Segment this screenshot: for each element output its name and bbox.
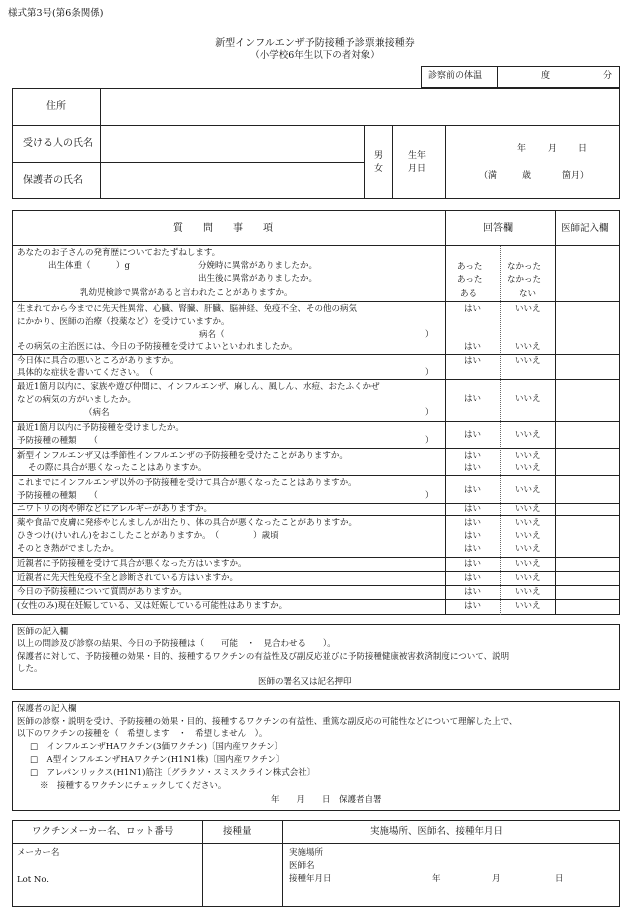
- male-label: 男: [374, 151, 384, 161]
- q5-line2: 予防接種の種類 （: [17, 436, 98, 446]
- vaccine-note: ※ 接種するワクチンにチェックしてください。: [40, 781, 227, 791]
- q3-answer-yes[interactable]: はい: [464, 356, 482, 366]
- q6-answer-yes[interactable]: はい: [464, 451, 482, 461]
- doctor-name-label: 医師名: [289, 861, 315, 871]
- q13-line1: (女性のみ)現在妊娠している、又は妊娠している可能性はありますか。: [17, 601, 288, 611]
- guardian-heading: 保護者の記入欄: [17, 704, 77, 714]
- page-subtitle: （小学校6年生以下の者対象）: [250, 50, 380, 61]
- q1-answer-no[interactable]: なかった: [507, 275, 542, 285]
- q12-line1: 今日の予防接種について質問がありますか。: [17, 587, 187, 597]
- vaccine-option-1[interactable]: □ インフルエンザHAワクチン(3価ワクチン)〔国内産ワクチン〕: [30, 742, 284, 752]
- q8-line1: ニワトリの肉や卵などにアレルギーがありますか。: [17, 504, 212, 514]
- q11-answer-yes[interactable]: はい: [464, 573, 482, 583]
- q2-line4: その病気の主治医には、今日の予防接種を受けてよいといわれましたか。: [17, 342, 298, 352]
- q13-answer-no[interactable]: いいえ: [515, 601, 541, 611]
- q1-postnatal: 出生後に異常がありましたか。: [198, 274, 318, 284]
- q2-answer-no[interactable]: いいえ: [515, 304, 541, 314]
- year-label: 年: [432, 874, 441, 884]
- form-number: 様式第3号(第6条関係): [8, 8, 104, 19]
- q9b-answer-no[interactable]: いいえ: [515, 531, 541, 541]
- q8-answer-no[interactable]: いいえ: [515, 504, 541, 514]
- place-label: 実施場所: [289, 848, 324, 858]
- q9-answer-no[interactable]: いいえ: [515, 518, 541, 528]
- vaccination-date-label: 接種年月日: [289, 874, 332, 884]
- address-label: 住所: [46, 101, 66, 112]
- doctor-line1: 以上の問診及び診察の結果、今日の予防接種は（ 可能 ・ 見合わせる ）。: [17, 639, 336, 649]
- q10-line1: 近親者に予防接種を受けて具合が悪くなった方はいますか。: [17, 559, 247, 569]
- q10-answer-yes[interactable]: はい: [464, 559, 482, 569]
- doctor-line2: 保護者に対して、予防接種の効果・目的、接種するワクチンの有益性及び副反応並びに予防接種健康被害救済制度について、説明: [17, 652, 510, 662]
- doctor-line3: した。: [17, 664, 43, 674]
- q6-line2: その際に具合が悪くなったことはありますか。: [28, 463, 207, 473]
- q9-line2: ひきつけ(けいれん)をおこしたことがありますか。 （ ）歳頃: [17, 531, 279, 541]
- guardian-line1: 医師の診察・説明を受け、予防接種の効果・目的、接種するワクチンの有益性、重篤な副反応の可能性などについて理解した上で、: [17, 717, 518, 727]
- year-label: 年: [517, 144, 527, 154]
- q1-delivery: 分娩時に異常がありましたか。: [198, 261, 318, 271]
- day-label: 日: [578, 144, 588, 154]
- q7-paren-close: ）: [425, 491, 434, 501]
- q2b-answer-yes[interactable]: はい: [464, 342, 482, 352]
- q9c-answer-no[interactable]: いいえ: [515, 544, 541, 554]
- q5-line1: 最近1箇月以内に予防接種を受けましたか。: [17, 423, 184, 433]
- q5-answer-yes[interactable]: はい: [464, 430, 482, 440]
- age-months-label: 箇月）: [562, 171, 590, 181]
- age-open-label: （満: [479, 171, 498, 181]
- q2-disease-name: 病名（: [199, 330, 225, 340]
- doctor-column-header: 医師記入欄: [561, 223, 609, 234]
- doctor-signature-label: 医師の署名又は記名押印: [258, 677, 352, 687]
- q4-line2: などの病気の方がいましたか。: [17, 395, 137, 405]
- q6-line1: 新型インフルエンザ又は季節性インフルエンザの予防接種を受けたことがありますか。: [17, 451, 348, 461]
- question-column-header: 質 問 事 項: [173, 223, 273, 234]
- q6b-answer-no[interactable]: いいえ: [515, 463, 541, 473]
- page-title: 新型インフルエンザ予防接種予診票兼接種券: [215, 38, 415, 49]
- q2-answer-yes[interactable]: はい: [464, 304, 482, 314]
- q12-answer-no[interactable]: いいえ: [515, 587, 541, 597]
- q1-answer-yes[interactable]: ある: [460, 289, 478, 299]
- vaccine-option-2[interactable]: □ A型インフルエンザHAワクチン(H1N1株)〔国内産ワクチン〕: [30, 755, 285, 765]
- doctor-heading: 医師の記入欄: [17, 627, 69, 637]
- q3-line2: 具体的な症状を書いてください。 （: [17, 368, 154, 378]
- q1-answer-no[interactable]: ない: [519, 289, 537, 299]
- q2-line2: にかかり、医師の治療（投薬など）を受けていますか。: [17, 317, 230, 327]
- q1-answer-yes[interactable]: あった: [457, 275, 483, 285]
- day-label: 日: [555, 874, 564, 884]
- q5-answer-no[interactable]: いいえ: [515, 430, 541, 440]
- q7-line1: これまでにインフルエンザ以外の予防接種を受けて具合が悪くなったことはありますか。: [17, 478, 357, 488]
- female-label: 女: [374, 164, 384, 174]
- q4-disease-name: （病名: [84, 408, 110, 418]
- lot-label: Lot No.: [17, 875, 49, 885]
- birth-date-label: 月日: [408, 164, 427, 174]
- q12-answer-yes[interactable]: はい: [464, 587, 482, 597]
- q1-line1: あなたのお子さんの発育歴についておたずねします。: [17, 248, 221, 258]
- place-doctor-date-header: 実施場所、医師名、接種年月日: [370, 826, 504, 837]
- q7-answer-yes[interactable]: はい: [464, 485, 482, 495]
- vaccine-option-3[interactable]: □ アレパンリックス(H1N1)筋注〔グラクソ・スミスクライン株式会社〕: [30, 768, 316, 778]
- q3-answer-no[interactable]: いいえ: [515, 356, 541, 366]
- q1-birth-weight: 出生体重（ ）g: [48, 261, 130, 271]
- q4-line1: 最近1箇月以内に、家族や遊び仲間に、インフルエンザ、麻しん、風しん、水痘、おたふくかぜ: [17, 382, 380, 392]
- q2-paren-close: ）: [425, 330, 434, 340]
- q3-paren-close: ）: [425, 368, 434, 378]
- maker-lot-header: ワクチンメーカー名、ロット番号: [32, 826, 174, 837]
- degree-label: 度: [541, 71, 551, 81]
- birth-label: 生年: [408, 151, 427, 161]
- maker-label: メーカー名: [17, 848, 60, 858]
- answer-column-header: 回答欄: [483, 223, 513, 234]
- q10-answer-no[interactable]: いいえ: [515, 559, 541, 569]
- q6b-answer-yes[interactable]: はい: [464, 463, 482, 473]
- q1-checkup: 乳幼児検診で異常があると言われたことがありますか。: [80, 288, 293, 298]
- q1-answer-no[interactable]: なかった: [507, 262, 542, 272]
- q9-answer-yes[interactable]: はい: [464, 518, 482, 528]
- guardian-line2: 以下のワクチンの接種を（ 希望します ・ 希望しません ）。: [17, 729, 268, 739]
- q4-paren-close: ）: [425, 408, 434, 418]
- recipient-name-label: 受ける人の氏名: [23, 138, 93, 149]
- q5-paren-close: ）: [425, 436, 434, 446]
- q9b-answer-yes[interactable]: はい: [464, 531, 482, 541]
- q11-answer-no[interactable]: いいえ: [515, 573, 541, 583]
- dose-header: 接種量: [223, 826, 252, 837]
- q9-line1: 薬や食品で皮膚に発疹やじんましんが出たり、体の具合が悪くなったことがありますか。: [17, 518, 358, 528]
- guardian-date-signature: 年 月 日 保護者自署: [271, 795, 382, 805]
- month-label: 月: [548, 144, 558, 154]
- q9-line3: そのとき熱がでましたか。: [17, 544, 120, 554]
- q6-answer-no[interactable]: いいえ: [515, 451, 541, 461]
- temperature-label: 診察前の体温: [428, 71, 483, 81]
- q3-line1: 今日体に具合の悪いところがありますか。: [17, 356, 179, 366]
- guardian-name-label: 保護者の氏名: [23, 175, 83, 186]
- personal-info-table: [12, 88, 620, 199]
- q4-answer-no[interactable]: いいえ: [515, 394, 541, 404]
- month-label: 月: [492, 874, 501, 884]
- q4-answer-yes[interactable]: はい: [464, 394, 482, 404]
- q2b-answer-no[interactable]: いいえ: [515, 342, 541, 352]
- q7-answer-no[interactable]: いいえ: [515, 485, 541, 495]
- q9c-answer-yes[interactable]: はい: [464, 544, 482, 554]
- q11-line1: 近親者に先天性免疫不全と診断されている方はいますか。: [17, 573, 239, 583]
- age-years-label: 歳: [522, 171, 532, 181]
- minute-label: 分: [603, 71, 613, 81]
- q2-line1: 生まれてから今までに先天性異常、心臓、腎臓、肝臓、脳神経、免疫不全、その他の病気: [17, 304, 358, 314]
- q7-line2: 予防接種の種類 （: [17, 491, 98, 501]
- q1-answer-yes[interactable]: あった: [457, 262, 483, 272]
- q8-answer-yes[interactable]: はい: [464, 504, 482, 514]
- q13-answer-yes[interactable]: はい: [464, 601, 482, 611]
